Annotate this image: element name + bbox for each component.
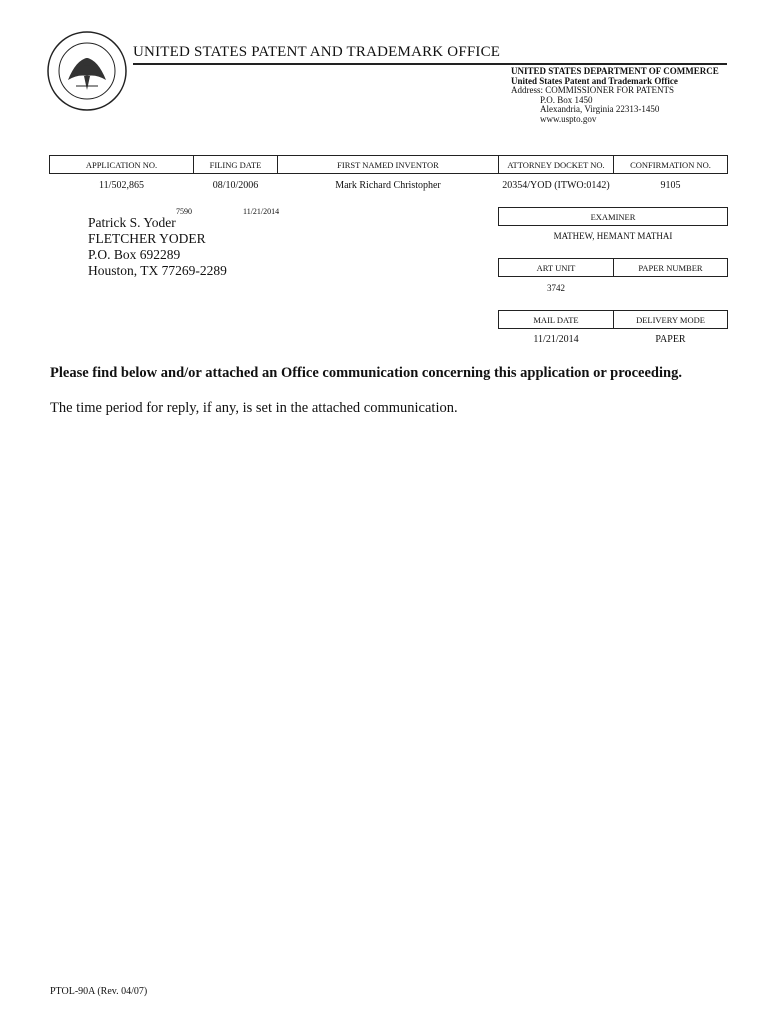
office-name: United States Patent and Trademark Office xyxy=(511,75,678,86)
correspondence-address xyxy=(88,215,227,279)
header-filing-date: FILING DATE xyxy=(193,155,278,174)
uspto-seal-icon xyxy=(46,30,128,112)
first-inventor: Mark Richard Christopher xyxy=(335,180,441,191)
attorney-docket: 20354/YOD (ITWO:0142) xyxy=(502,180,610,191)
address-line2: P.O. Box 1450 xyxy=(540,94,593,105)
art-unit-label: ART UNIT xyxy=(498,258,614,277)
delivery-mode-value: PAPER xyxy=(655,334,686,345)
mail-date-value: 11/21/2014 xyxy=(533,334,579,345)
website: www.uspto.gov xyxy=(540,113,597,124)
art-unit-value: 3742 xyxy=(547,283,565,293)
correspondence-date: 11/21/2014 xyxy=(243,207,280,216)
paper-number-label: PAPER NUMBER xyxy=(613,258,728,277)
address-label: Address: xyxy=(511,85,543,95)
examiner-label: EXAMINER xyxy=(498,207,728,226)
correspondent-name: Patrick S. Yoder xyxy=(88,215,176,230)
header-application-no: APPLICATION NO. xyxy=(49,155,194,174)
header-confirmation-no: CONFIRMATION NO. xyxy=(613,155,728,174)
delivery-mode-label: DELIVERY MODE xyxy=(613,310,728,329)
reply-period-text: The time period for reply, if any, is set in the attached communication. xyxy=(50,400,458,416)
form-id: PTOL-90A (Rev. 04/07) xyxy=(50,986,148,997)
mail-date-label: MAIL DATE xyxy=(498,310,614,329)
correspondent-firm: FLETCHER YODER xyxy=(88,231,206,246)
address-line1: COMMISSIONER FOR PATENTS xyxy=(545,85,674,95)
correspondent-po-box: P.O. Box 692289 xyxy=(88,247,181,262)
department-block xyxy=(511,67,719,124)
office-notice: Please find below and/or attached an Office communication concerning this application or proceeding. xyxy=(50,365,682,381)
application-no: 11/502,865 xyxy=(99,180,144,191)
correspondence-code: 7590 xyxy=(176,207,192,216)
correspondent-city: Houston, TX 77269-2289 xyxy=(88,263,227,278)
confirmation-no: 9105 xyxy=(660,180,681,191)
examiner-name: MATHEW, HEMANT MATHAI xyxy=(553,231,673,241)
header-rule xyxy=(133,63,727,65)
header-first-inventor: FIRST NAMED INVENTOR xyxy=(277,155,499,174)
department-name: UNITED STATES DEPARTMENT OF COMMERCE xyxy=(511,66,719,76)
header-attorney-docket: ATTORNEY DOCKET NO. xyxy=(498,155,614,174)
agency-name: UNITED STATES PATENT AND TRADEMARK OFFICE xyxy=(133,44,501,60)
address-line3: Alexandria, Virginia 22313-1450 xyxy=(540,104,660,114)
filing-date: 08/10/2006 xyxy=(212,180,259,191)
